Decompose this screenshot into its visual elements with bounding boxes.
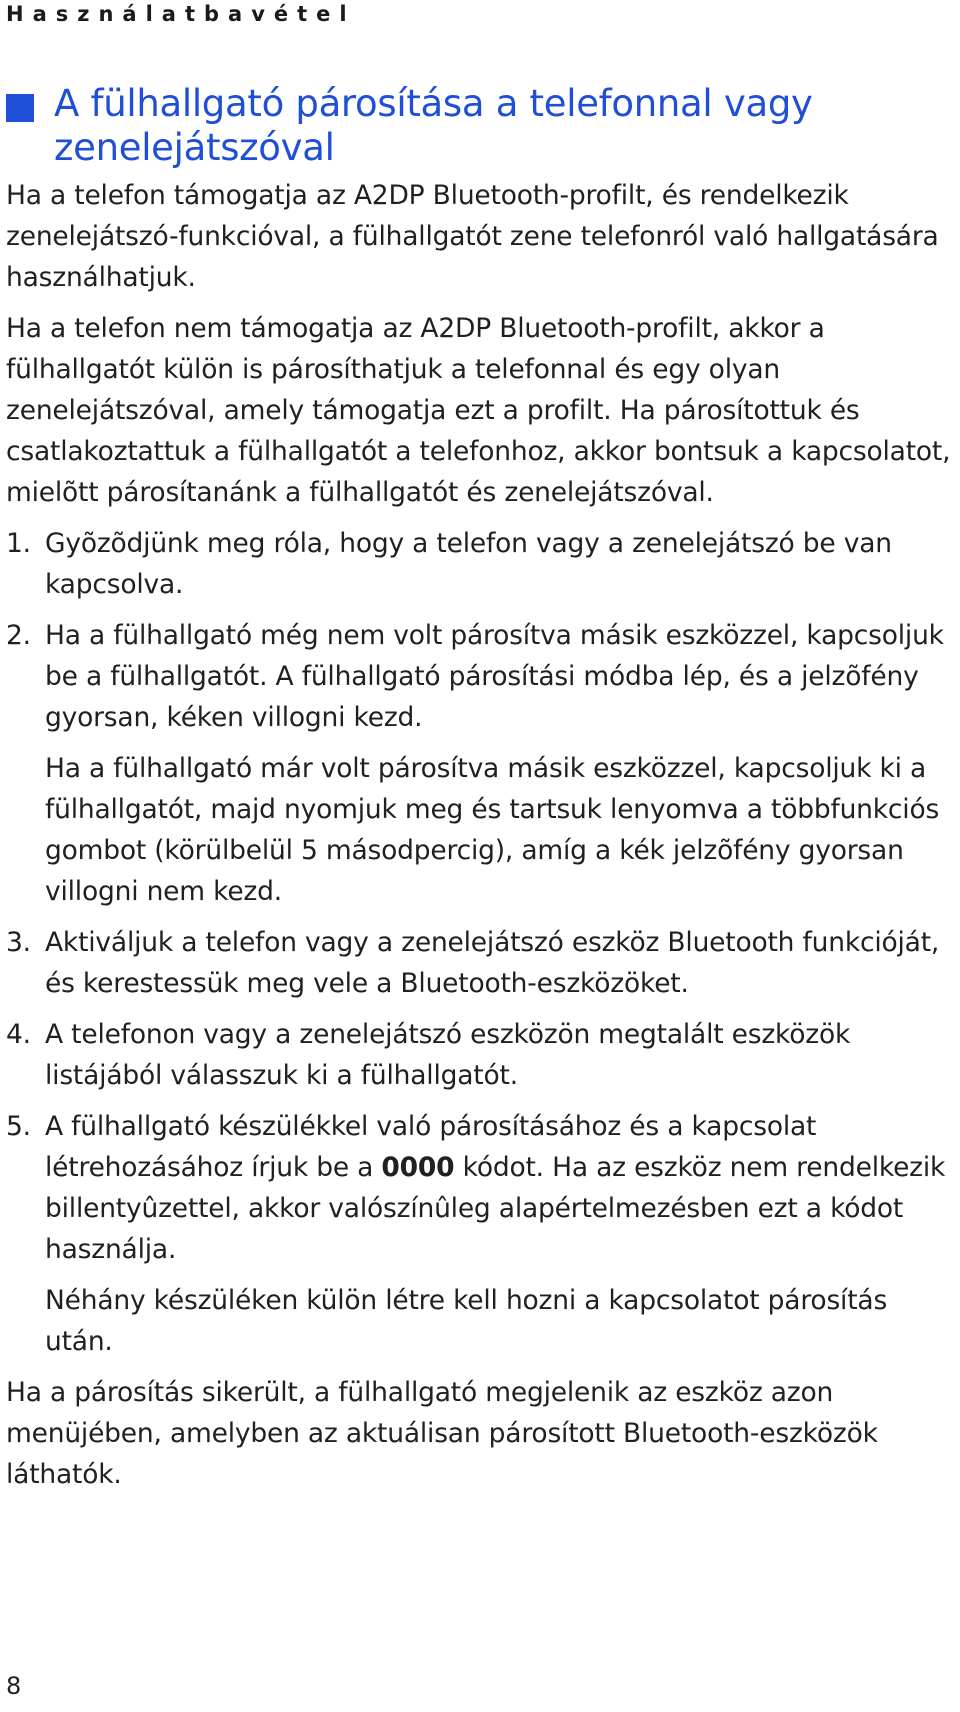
step-text-before-code: A fülhallgató készülékkel való párosításához és a kapcsolat létrehozásához írjuk be a (45, 1111, 817, 1183)
step-body (45, 922, 951, 1004)
step-text-after-code: kódot. Ha az eszköz nem rendelkezik billentyûzettel, akkor valószínûleg alapértelmezésben ezt a kódot használja. (45, 1152, 946, 1265)
section-heading (6, 82, 906, 170)
step-item-2 (6, 615, 951, 912)
heading-square-icon (6, 94, 34, 122)
step-number: 1. (6, 528, 31, 559)
step-item-4 (6, 1014, 951, 1096)
step-text: Aktiváljuk a telefon vagy a zenelejátszó eszköz Bluetooth funkcióját, és kerestessük meg vele a Bluetooth-eszközöket. (45, 927, 940, 999)
step-body (45, 523, 951, 605)
pairing-code: 0000 (381, 1152, 455, 1183)
step-text: Ha a fülhallgató még nem volt párosítva másik eszközzel, kapcsoljuk be a fülhallgatót. A fülhallgató párosítási módba lép, és a jelzõfény gyorsan, kéken villogni kezd. (45, 620, 944, 733)
page-number: 8 (6, 1672, 22, 1700)
section-title: A fülhallgató párosítása a telefonnal vagy zenelejátszóval (54, 82, 813, 169)
step-number: 5. (6, 1111, 31, 1142)
step-number: 2. (6, 620, 31, 651)
page-body (6, 175, 951, 1505)
step-number: 4. (6, 1019, 31, 1050)
step-body (45, 615, 951, 912)
step-body (45, 1106, 951, 1362)
running-head: Használatbavétel (6, 2, 356, 26)
step-body (45, 1014, 951, 1096)
step-note: Néhány készüléken külön létre kell hozni a kapcsolatot párosítás után. (45, 1285, 888, 1357)
step-text: Gyõzõdjünk meg róla, hogy a telefon vagy a zenelejátszó be van kapcsolva. (45, 528, 892, 600)
closing-paragraph: Ha a párosítás sikerült, a fülhallgató megjelenik az eszköz azon menüjében, amelyben az aktuálisan párosított Bluetooth-eszközök láthatók. (6, 1377, 878, 1490)
intro-paragraph-2: Ha a telefon nem támogatja az A2DP Bluetooth-profilt, akkor a fülhallgatót külön is párosíthatjuk a telefonnal és egy olyan zenelejátszóval, amely támogatja ezt a profilt. Ha párosítottuk és csatlakoztattuk a fülhallgatót a telefonhoz, akkor bontsuk a kapcsolatot, mielõtt párosítanánk a fülhallgatót és zenelejátszóval. (6, 313, 951, 508)
steps-list (6, 523, 951, 1362)
step-text (45, 1106, 951, 1270)
step-item-5 (6, 1106, 951, 1362)
step-note: Ha a fülhallgató már volt párosítva másik eszközzel, kapcsoljuk ki a fülhallgatót, majd nyomjuk meg és tartsuk lenyomva a többfunkciós gombot (körülbelül 5 másodpercig), amíg a kék jelzõfény gyorsan villogni nem kezd. (45, 753, 940, 907)
step-item-3 (6, 922, 951, 1004)
step-item-1 (6, 523, 951, 605)
step-number: 3. (6, 927, 31, 958)
step-text: A telefonon vagy a zenelejátszó eszközön megtalált eszközök listájából válasszuk ki a fülhallgatót. (45, 1019, 851, 1091)
intro-paragraph-1: Ha a telefon támogatja az A2DP Bluetooth-profilt, és rendelkezik zenelejátszó-funkcióval, a fülhallgatót zene telefonról való hallgatására használhatjuk. (6, 180, 939, 293)
